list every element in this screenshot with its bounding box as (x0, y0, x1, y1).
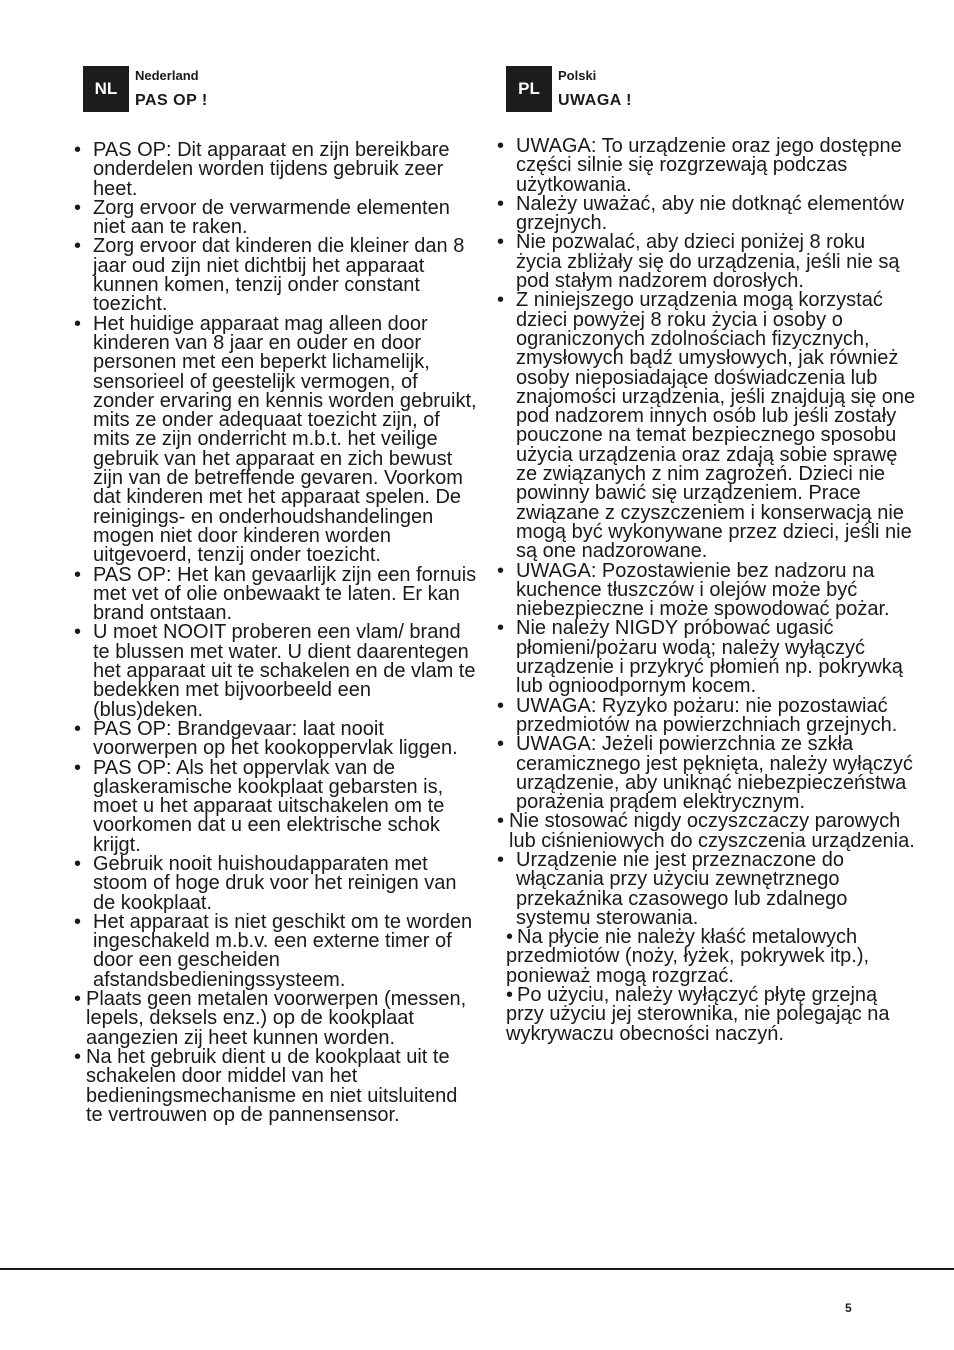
list-item: • U moet NOOIT proberen een vlam/ brand te blussen met water. U dient daarentegen het apparaat uit te schakelen en de vlam te bedekken met bijvoorbeeld een (blus)deken. (74, 621, 476, 721)
list-item: • PAS OP: Brandgevaar: laat nooit voorwerpen op het kookoppervlak liggen. (74, 717, 458, 760)
list-item: • Na płycie nie należy kłaść metalowych przedmiotów (noży, łyżek, pokrywek itp.), ponieważ mogą rozgrzać. (506, 926, 870, 987)
list-item: • Nie należy NIGDY próbować ugasić płomieni/pożaru wodą; należy wyłączyć urządzenie i przykryć płomień np. pokrywką lub ognioodpornym kocem. (497, 617, 903, 698)
language-badge-nl: NL (83, 66, 129, 112)
section-header-pl (506, 66, 916, 114)
list-item: • Het apparaat is niet geschikt om te worden ingeschakeld m.b.v. een externe timer of door een gescheiden afstandsbedieningssysteem. (74, 910, 473, 991)
list-item: • Gebruik nooit huishoudapparaten met stoom of hoge druk voor het reinigen van de kookplaat. (74, 852, 457, 914)
bullet: • (497, 192, 505, 215)
bullet: • (74, 852, 82, 875)
bullet: • (74, 196, 82, 219)
bullet: • (497, 848, 505, 871)
list-item: • Plaats geen metalen voorwerpen (messen, lepels, deksels enz.) op de kookplaat aangezien zij heet kunnen worden. (74, 988, 467, 1049)
list-item: • Urządzenie nie jest przeznaczone do włączania przy użyciu zewnętrznego przekaźnika czasowego lub zdalnego systemu sterowania. (497, 848, 848, 929)
bullet: • (74, 235, 82, 258)
language-badge-pl: PL (506, 66, 552, 112)
list-item: • PAS OP: Het kan gevaarlijk zijn een fornuis met vet of olie onbewaakt te laten. Er kan brand ontstaan. (74, 563, 477, 625)
warning-title-nl: PAS OP ! (135, 92, 208, 109)
bullet: • (497, 733, 505, 756)
list-item: • UWAGA: Pozostawienie bez nadzoru na kuchence tłuszczów i olejów może być niebezpieczne i może spowodować pożar. (497, 559, 890, 621)
bullet: • (74, 621, 82, 644)
warning-list-nl (74, 139, 478, 1126)
bullet: • (497, 135, 505, 157)
bullet: • (497, 559, 505, 582)
section-header-nl (83, 66, 478, 114)
bullet: • (74, 312, 82, 335)
bullet: • (74, 756, 82, 779)
bullet: • (497, 694, 505, 717)
list-item: • PAS OP: Als het oppervlak van de glaskeramische kookplaat gebarsten is, moet u het apparaat uitschakelen om te voorkomen dat u een elektrische schok krijgt. (74, 756, 445, 856)
bullet: • (497, 231, 505, 254)
page-number: 5 (845, 1301, 852, 1315)
list-item: • UWAGA: To urządzenie oraz jego dostępne części silnie się rozgrzewają podczas użytkowania. (497, 135, 902, 196)
bullet: • (74, 1045, 82, 1068)
list-item: • PAS OP: Dit apparaat en zijn bereikbare onderdelen worden tijdens gebruik zeer heet. (74, 139, 450, 200)
footer-divider (0, 1268, 954, 1270)
polish-section (497, 66, 916, 1045)
list-item: • Po użyciu, należy wyłączyć płytę grzejną przy użyciu jej sterownika, nie polegając na wykrywaczu obecności naczyń. (506, 984, 890, 1045)
warning-list-pl (497, 135, 916, 1045)
list-item: • UWAGA: Ryzyko pożaru: nie pozostawiać przedmiotów na powierzchniach grzejnych. (497, 694, 898, 736)
bullet: • (74, 988, 82, 1011)
bullet: • (74, 563, 82, 586)
list-item: • Nie stosować nigdy oczyszczaczy parowych lub ciśnieniowych do czyszczenia urządzenia. (497, 810, 915, 852)
list-item: • UWAGA: Jeżeli powierzchnia ze szkła ceramicznego jest pęknięta, należy wyłączyć urządzenie, aby uniknąć niebezpieczeństwa porażenia prądem elektrycznym. (497, 733, 913, 814)
list-item: • Na het gebruik dient u de kookplaat uit te schakelen door middel van het bedieningsmechanisme en niet uitsluitend te vertrouwen op de pannensensor. (74, 1045, 458, 1126)
list-item: • Nie pozwalać, aby dzieci poniżej 8 roku życia zbliżały się do urządzenia, jeśli nie są pod stałym nadzorem dorosłych. (497, 231, 900, 293)
language-name-nl: Nederland (135, 68, 199, 83)
list-item: • Należy uważać, aby nie dotknąć elementów grzejnych. (497, 192, 904, 235)
bullet: • (506, 984, 514, 1007)
bullet: • (497, 617, 505, 640)
bullet: • (74, 717, 82, 740)
list-item: • Het huidige apparaat mag alleen door kinderen van 8 jaar en ouder en door personen met een beperkt lichamelijk, sensorieel of geestelijk vermogen, of zonder ervaring en kennis worden gebruikt, mits ze onder adequaat toezicht zijn, of mits ze zijn onderricht m.b.t. het veilige gebruik van het apparaat en zich bewust zijn van de betreffende gevaren. Voorkom dat kinderen met het apparaat spelen. De reinigings- en onderhoudshandelingen mogen niet door kinderen worden uitgevoerd, tenzij onder toezicht. (74, 312, 477, 567)
language-name-pl: Polski (558, 68, 597, 83)
list-item: • Z niniejszego urządzenia mogą korzystać dzieci powyżej 8 roku życia i osoby o ograniczonych zdolnościach fizycznych, zmysłowych bądź umysłowych, jak również osoby nieposiadające doświadczenia lub znajomości urządzenia, jeśli znajdują się one pod nadzorem innych osób lub jeśli zostały pouczone na temat bezpiecznego sposobu użycia urządzenia oraz zdają sobie sprawę ze związanych z nim zagrożeń. Dzieci nie powinny bawić się urządzeniem. Prace związane z czyszczeniem i konserwacją nie mogą być wykonywane przez dzieci, jeśli nie są one nadzorowane. (497, 289, 916, 563)
list-item: • Zorg ervoor de verwarmende elementen niet aan te raken. (74, 196, 450, 239)
warning-title-pl: UWAGA ! (558, 92, 633, 109)
bullet: • (497, 289, 505, 312)
bullet: • (74, 910, 82, 933)
dutch-section (74, 66, 478, 1126)
list-item: • Zorg ervoor dat kinderen die kleiner dan 8 jaar oud zijn niet dichtbij het apparaat kunnen komen, tenzij onder constant toezicht. (74, 235, 465, 316)
bullet: • (74, 139, 82, 161)
bullet: • (506, 926, 514, 949)
bullet: • (497, 810, 505, 833)
